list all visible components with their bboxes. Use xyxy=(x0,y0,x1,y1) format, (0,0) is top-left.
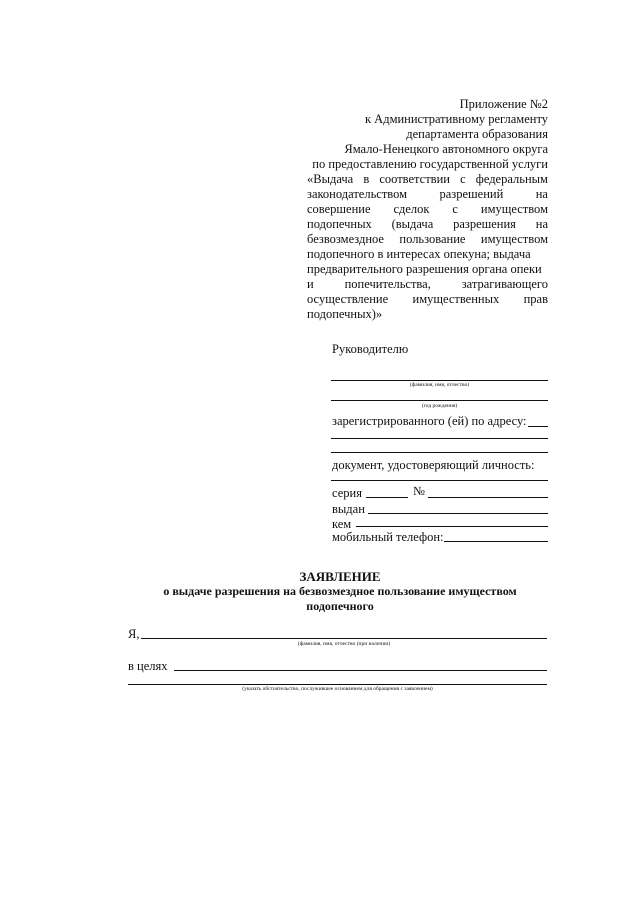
number-line[interactable] xyxy=(428,497,548,498)
mobile-phone-line[interactable] xyxy=(444,541,548,542)
addressee-title: Руководителю xyxy=(332,342,409,356)
statement-subtitle-2: подопечного xyxy=(306,599,374,613)
service-line-5: безвозмездное пользование имуществом xyxy=(307,232,548,246)
service-line-8: и попечительства, затрагивающего xyxy=(307,277,548,291)
birth-year-line[interactable] xyxy=(331,400,548,401)
service-line-3: совершение сделок с имуществом xyxy=(307,202,548,216)
service-line-10: подопечных)» xyxy=(307,307,383,321)
address-line-2[interactable] xyxy=(331,438,548,439)
full-name-line[interactable] xyxy=(141,638,547,639)
service-line-7: предварительного разрешения органа опеки xyxy=(307,262,542,276)
issued-by-line[interactable] xyxy=(356,526,548,527)
reason-line[interactable] xyxy=(128,684,547,685)
statement-title: ЗАЯВЛЕНИЕ xyxy=(299,569,381,584)
i-label: Я, xyxy=(128,627,140,641)
address-line-1[interactable] xyxy=(528,426,548,427)
appendix-line-1: Приложение №2 xyxy=(459,97,548,111)
purpose-label: в целях xyxy=(128,659,168,673)
service-line-4: подопечных (выдача разрешения на xyxy=(307,217,548,231)
appendix-line-2: к Административному регламенту xyxy=(364,112,548,126)
series-label: серия xyxy=(332,486,362,500)
series-line[interactable] xyxy=(366,497,408,498)
birth-year-caption: (год рождения) xyxy=(421,403,458,409)
reason-caption: (указать обстоятельство, послужившее основанием для обращения с заявлением) xyxy=(242,686,433,692)
appendix-line-4: Ямало-Ненецкого автономного округа xyxy=(344,142,548,156)
applicant-name-line[interactable] xyxy=(331,380,548,381)
issued-label: выдан xyxy=(332,502,365,516)
statement-subtitle-1: о выдаче разрешения на безвозмездное пользование имуществом xyxy=(163,584,517,598)
mobile-phone-label: мобильный телефон: xyxy=(332,530,444,544)
service-line-9: осуществление имущественных прав xyxy=(307,292,548,306)
issued-line[interactable] xyxy=(368,513,548,514)
identity-doc-line[interactable] xyxy=(331,480,548,481)
appendix-line-3: департамента образования xyxy=(406,127,548,141)
identity-doc-label: документ, удостоверяющий личность: xyxy=(332,458,535,472)
purpose-line[interactable] xyxy=(174,670,547,671)
service-line-6: подопечного в интересах опекуна; выдача xyxy=(307,247,531,261)
full-name-caption: (фамилия, имя, отчество (при наличии) xyxy=(297,641,391,647)
registered-address-label: зарегистрированного (ей) по адресу: xyxy=(332,414,527,428)
applicant-name-caption: (фамилия, имя, отчество) xyxy=(409,382,470,388)
issued-by-label: кем xyxy=(332,517,352,531)
service-line-1: «Выдача в соответствии с федеральным xyxy=(307,172,548,186)
number-label: № xyxy=(413,484,425,498)
address-line-3[interactable] xyxy=(331,452,548,453)
appendix-line-5: по предоставлению государственной услуги xyxy=(312,157,548,171)
service-line-2: законодательством разрешений на xyxy=(307,187,548,201)
